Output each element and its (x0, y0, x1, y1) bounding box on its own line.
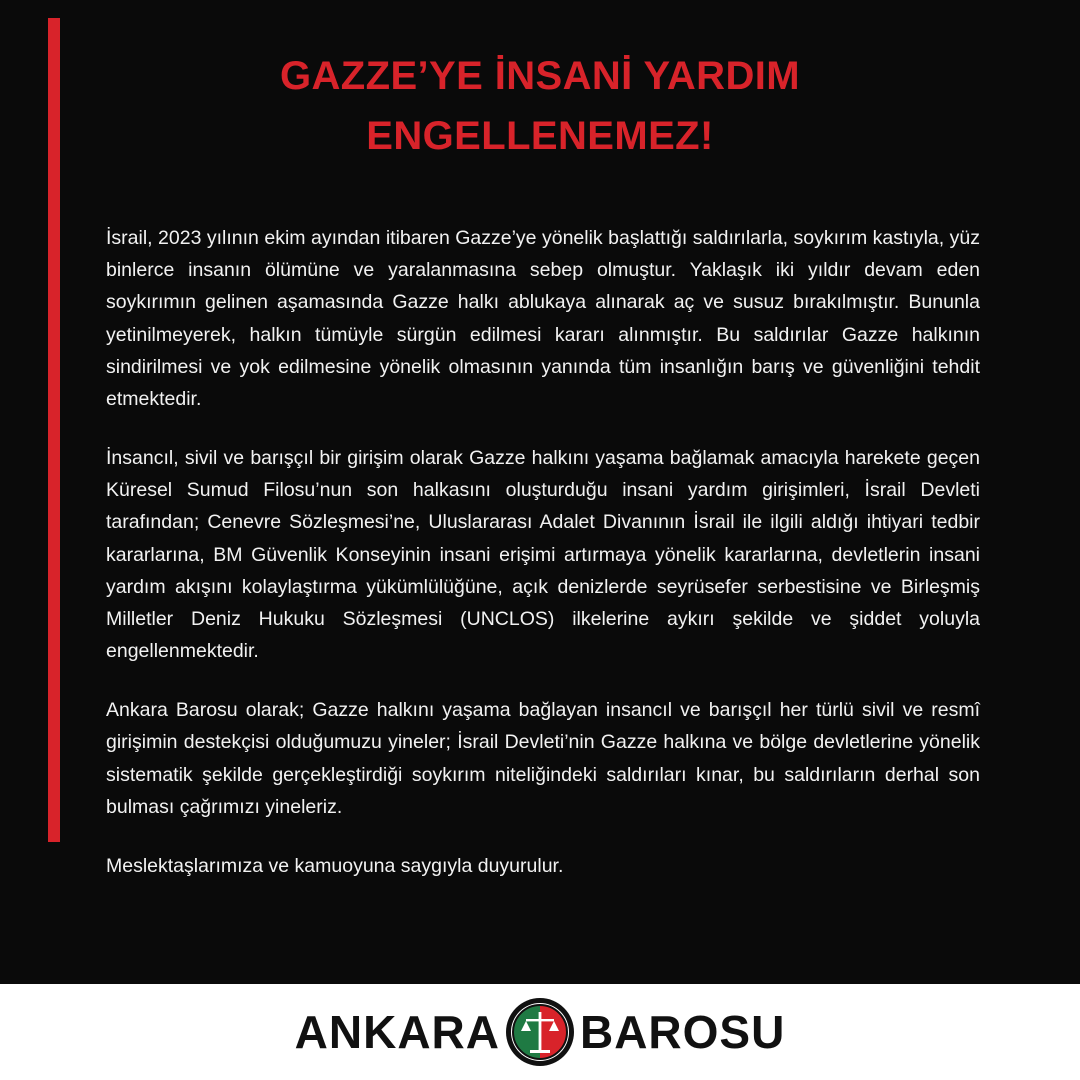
footer-bar (0, 984, 1080, 1080)
brand-lockup (295, 996, 786, 1068)
headline-line-1: GAZZE’YE İNSANİ YARDIM (280, 54, 800, 98)
page-title (0, 0, 1080, 166)
statement-paragraph: İnsancıl, sivil ve barışçıl bir girişim olarak Gazze halkını yaşama bağlamak amacıyla harekete geçen Küresel Sumud Filosu’nun son halkasını oluşturduğu insani yardım girişimleri, İsrail Devleti tarafından; Cenevre Sözleşmesi’ne, Uluslararası Adalet Divanının İsrail ile ilgili aldığı ihtiyari tedbir kararlarına, BM Güvenlik Konseyinin insani erişimi artırmaya yönelik kararlarına, devletlerin insani yardım akışını kolaylaştırma yükümlülüğüne, açık denizlerde seyrüsefer serbestisine ve Birleşmiş Milletler Deniz Hukuku Sözleşmesi (UNCLOS) ilkelerine aykırı şekilde ve şiddet yoluyla engellenmektedir. (106, 447, 980, 663)
left-accent-bar (48, 18, 60, 842)
statement-paragraph: Meslektaşlarımıza ve kamuoyuna saygıyla duyurulur. (106, 854, 564, 877)
headline-line-2: ENGELLENEMEZ! (366, 114, 714, 158)
statement-paragraph: Ankara Barosu olarak; Gazze halkını yaşama bağlayan insancıl ve barışçıl her türlü sivil ve resmî girişimin destekçisi olduğumuzu yineler; İsrail Devleti’nin Gazze halkına ve bölge devletlerine yönelik sistematik şekilde gerçekleştirdiği soykırım niteliğindeki saldırıları kınar, bu saldırıların derhal son bulması çağrımızı yineleriz. (106, 699, 980, 818)
statement-paragraph: İsrail, 2023 yılının ekim ayından itibaren Gazze’ye yönelik başlattığı saldırılarla, soykırım kastıyla, yüz binlerce insanın ölümüne ve yaralanmasına sebep olmuştur. Yaklaşık iki yıldır devam eden soykırımın gelinen aşamasında Gazze halkı ablukaya alınarak aç ve susuz bırakılmıştır. Bununla yetinilmeyerek, halkın tümüyle sürgün edilmesi kararı alınmıştır. Bu saldırılar Gazze halkının sindirilmesi ve yok edilmesine yönelik olmasının yanında tüm insanlığın barış ve güvenliğini tehdit etmektedir. (106, 227, 980, 410)
statement-body (0, 166, 1080, 882)
brand-name-left: ANKARA (294, 1006, 500, 1058)
scales-of-justice-icon (504, 996, 576, 1068)
brand-name-right: BAROSU (579, 1006, 786, 1058)
